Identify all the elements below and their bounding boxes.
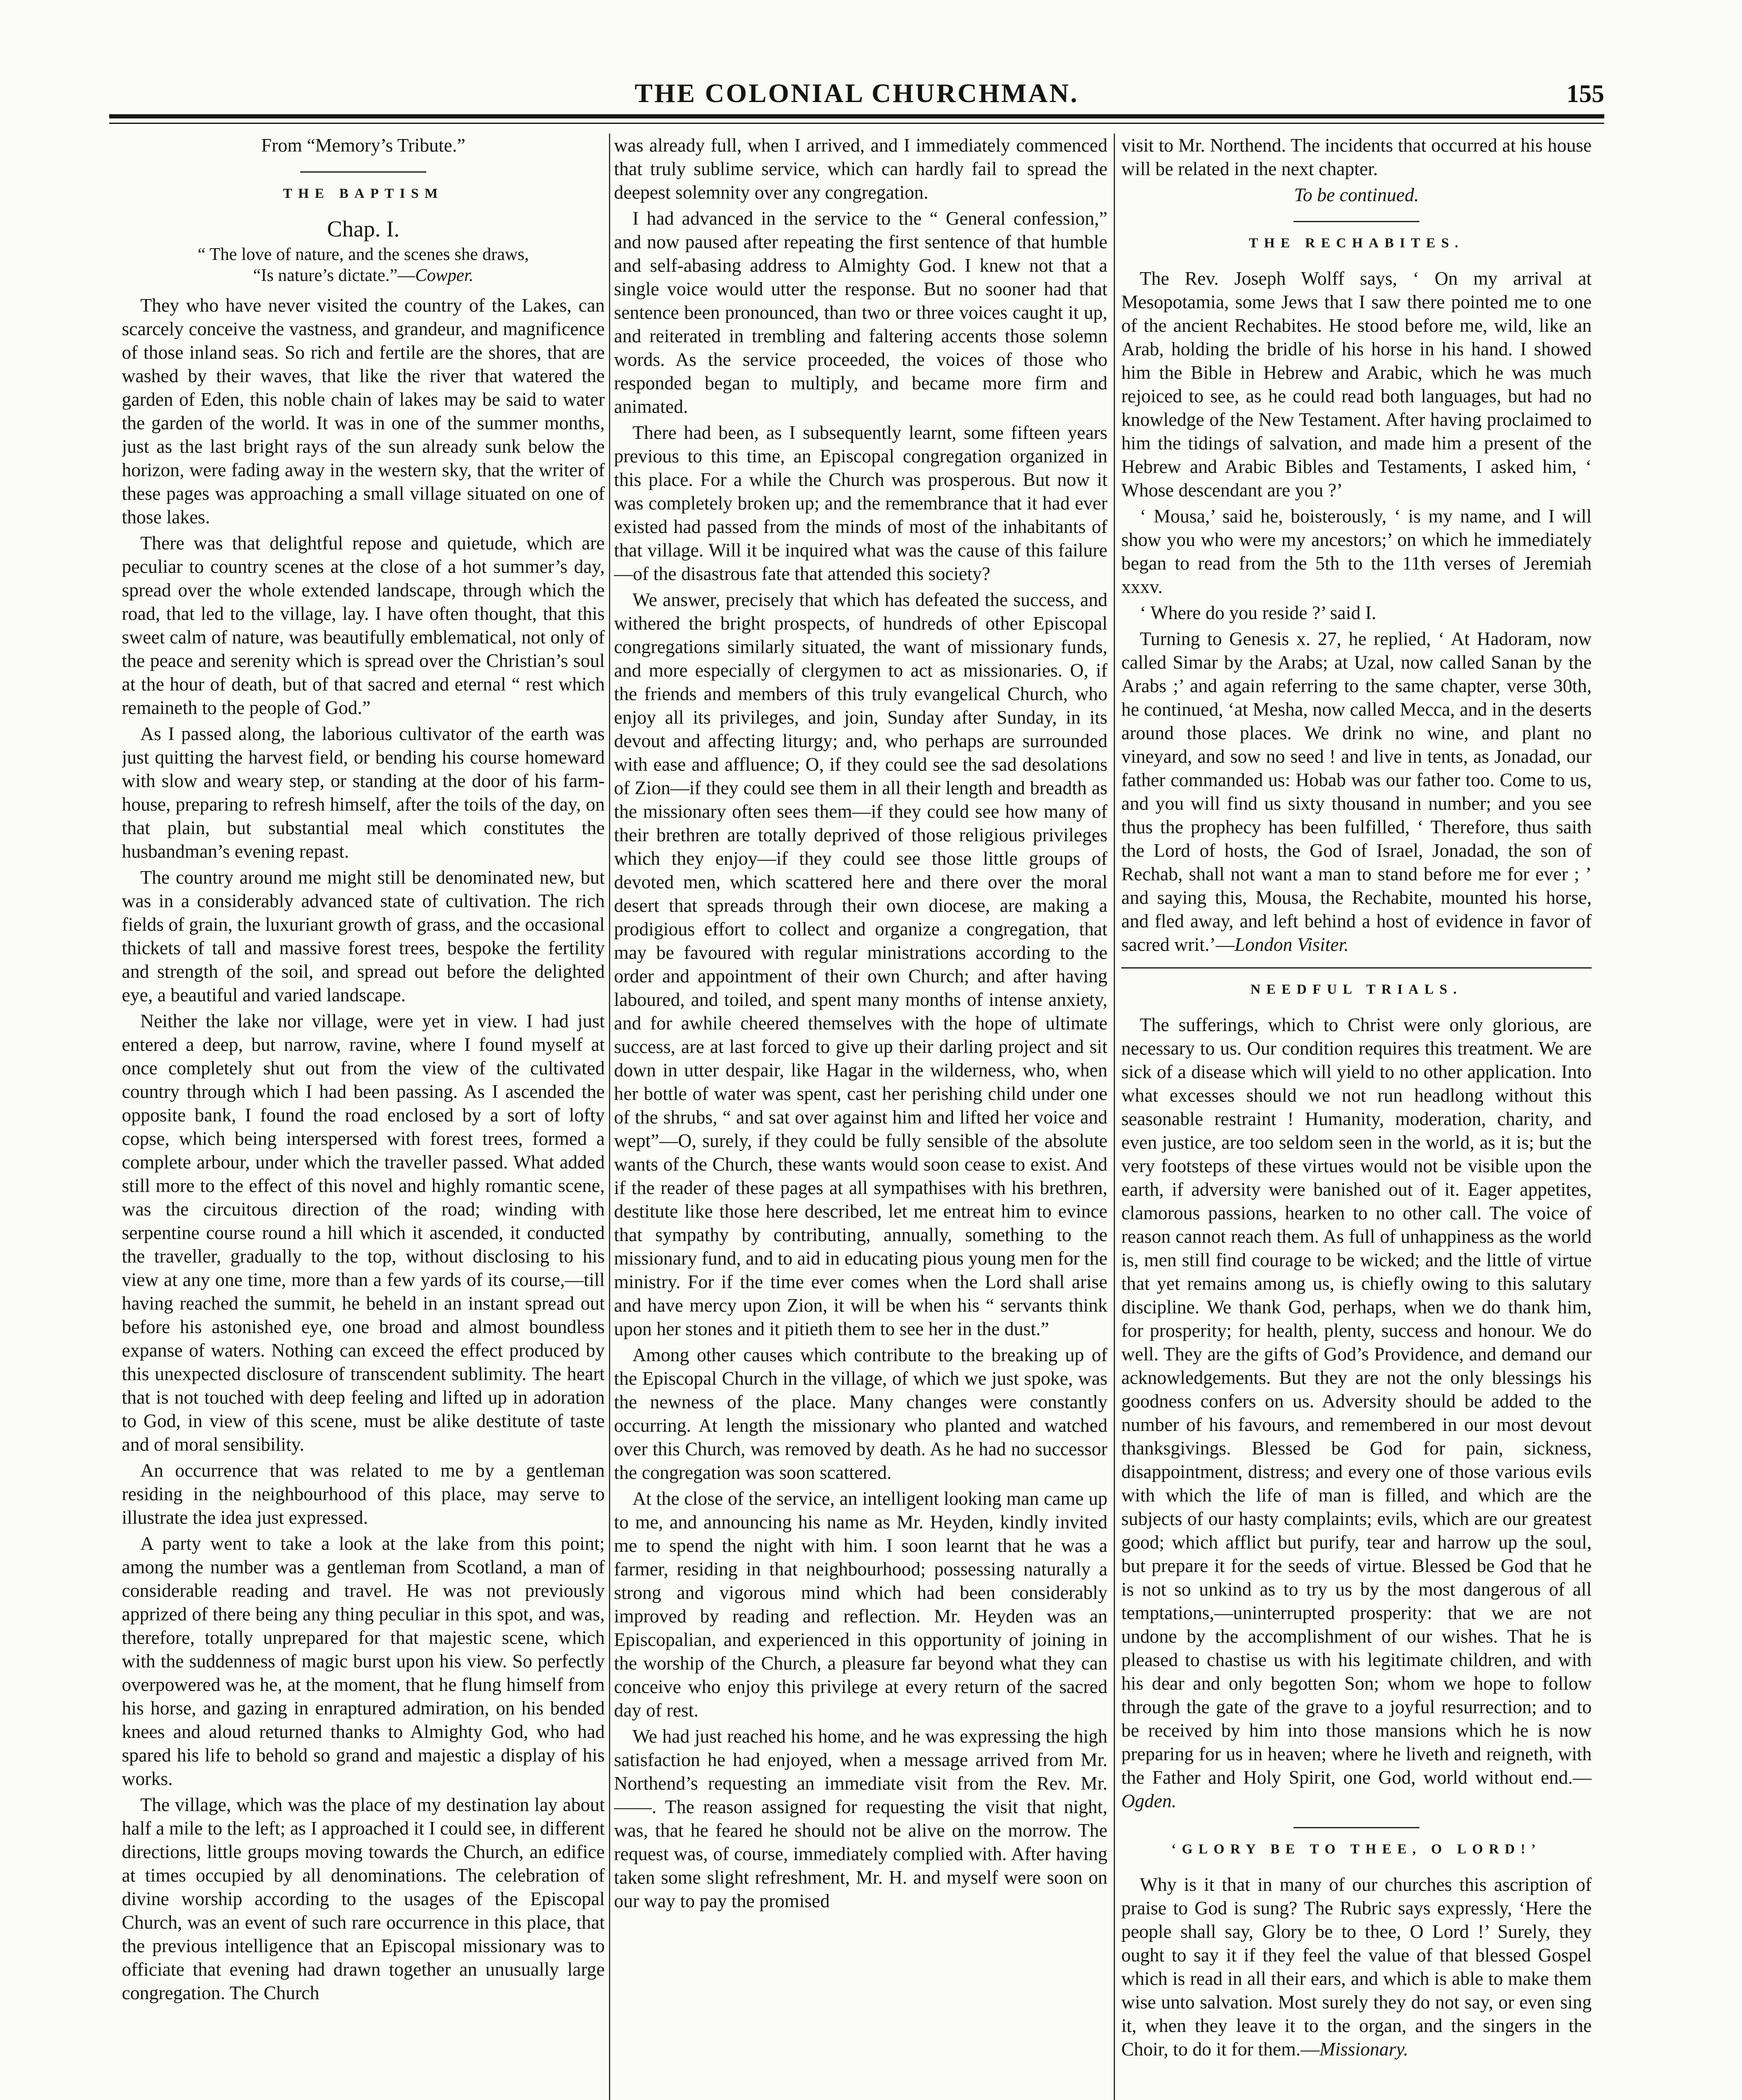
column-3 xyxy=(1121,134,1592,2100)
paragraph: The village, which was the place of my destination lay about half a mile to the left; as I approached it I could see, in different directions, little groups moving towards the Church, an edifice at times occupied by all denominations. The celebration of divine worship according to the usages of the Episcopal Church, was an event of such rare occurrence in this place, that the previous intelligence that an Episcopal missionary was to officiate that evening had drawn together an unusually large congregation. The Church xyxy=(122,1794,605,2003)
paragraph: There was that delightful repose and quietude, which are peculiar to country scenes at the close of a hot summer’s day, spread over the whole extended landscape, through which the road, that led to the village, lay. I have often thought, that this sweet calm of nature, was beautifully emblematical, not only of the peace and serenity which is spread over the Christian’s soul at the hour of death, but of that sacred and eternal “ rest which remaineth to the people of God.” xyxy=(122,533,605,718)
paragraph-text: Why is it that in many of our churches this ascription of praise to God is sung? The Rubric says expressly, ‘Here the people shall say, Glory be to thee, O Lord !’ Surely, they ought to say it if they feel the value of that blessed Gospel which is read in all their ears, and which is able to make them wise unto salvation. Most surely they do not say, or even sing it, when they leave it to the organ, and the singers in the Choir, to do it for them.— xyxy=(1121,1874,1592,2060)
chapter-heading: Chap. I. xyxy=(327,216,400,242)
article-heading-baptism: THE BAPTISM xyxy=(283,186,444,201)
paragraph: Neither the lake nor village, were yet in view. I had just entered a deep, but narrow, ravine, where I found myself at once completely shut out from the view of the cultivated country through which I had been passing. As I ascended the opposite bank, I found the road enclosed by a sort of lofty copse, which being interspersed with forest trees, formed a complete arbour, under which the traveller passed. What added still more to the effect of this novel and highly romantic scene, was the circuitous direction of the road; winding with serpentine course round a hill which it ascended, it conducted the traveller, gradually to the top, without disclosing to his view at any one time, more than a few yards of its course,—till having reached the summit, he beheld in an instant spread out before his astonished eye, one broad and almost boundless expanse of waters. Nothing can exceed the effect produced by this unexpected disclosure of transcendent sublimity. The heart that is not touched with deep feeling and lifted up in adoration to God, in view of this scene, must be alike destitute of taste and of moral sensibility. xyxy=(122,1011,605,1455)
paragraph xyxy=(1121,1013,1592,1813)
epigraph-line-1: “ The love of nature, and the scenes she draws, xyxy=(197,245,529,264)
epigraph-author: Cowper. xyxy=(415,266,474,285)
paragraph: The country around me might still be denominated new, but was in a considerably advanced state of cultivation. The rich fields of grain, the luxuriant growth of grass, and the occasional thickets of tall and massive forest trees, bespoke the fertility and strength of the soil, and spread out before the delighted eye, a beautiful and varied landscape. xyxy=(122,867,605,1005)
article-heading-rechabites: THE RECHABITES. xyxy=(1249,236,1464,251)
paragraph: We had just reached his home, and he was expressing the high satisfaction he had enjoyed, when a message arrived from Mr. Northend’s requesting an immediate visit from the Rev. Mr.——. The reason assigned for requesting the visit that night, was, that he feared he should not be alive on the morrow. The request was, of course, immediately complied with. After having taken some slight refreshment, Mr. H. and myself were soon on our way to pay the promised xyxy=(614,1726,1107,1911)
paragraph: A party went to take a look at the lake from this point; among the number was a gentleman from Scotland, a man of considerable reading and travel. He was not previously apprized of there being any thing peculiar in this spot, and was, therefore, totally unprepared for that majestic scene, which with the suddenness of magic burst upon his view. So perfectly overpowered was he, at the moment, that he flung himself from his horse, and gazing in enraptured admiration, on his bended knees and aloud returned thanks to Almighty God, who had spared his life to behold so grand and majestic a display of his works. xyxy=(122,1533,605,1789)
column-rule-2 xyxy=(1114,134,1115,2100)
paragraph: I had advanced in the service to the “ General confession,” and now paused after repeating the first sentence of that humble and self-abasing address to Almighty God. I knew not that a single voice would utter the response. But no sooner had that sentence been pronounced, than two or three voices caught it up, and reiterated in trembling and faltering accents those solemn words. As the service proceeded, the voices of those who responded began to multiply, and became more firm and animated. xyxy=(614,208,1107,417)
paragraph: An occurrence that was related to me by a gentleman residing in the neighbourhood of this place, may serve to illustrate the idea just expressed. xyxy=(122,1460,605,1528)
masthead xyxy=(109,78,1604,120)
paragraph: The Rev. Joseph Wolff says, ‘ On my arrival at Mesopotamia, some Jews that I saw there pointed me to one of the ancient Rechabites. He stood before me, wild, like an Arab, holding the bridle of his horse in his hand. I showed him the Bible in Hebrew and Arabic, which he was much rejoiced to see, as he could read both languages, but had no knowledge of the New Testament. After having proclaimed to him the tidings of salvation, and made him a present of the Hebrew and Arabic Bibles and Testaments, I asked him, ‘ Whose descendant are you ?’ xyxy=(1121,268,1592,501)
paragraph xyxy=(1121,1873,1592,2061)
paragraph-text: Turning to Genesis x. 27, he replied, ‘ At Hadoram, now called Simar by the Arabs; at Uzal, now called Sanan by the Arabs ;’ and again referring to the same chapter, verse 30th, he continued, ‘at Mesha, now called Mecca, and in the deserts around those places. We drink no wine, and plant no vineyard, and sow no seed ! and live in tents, as Jonadad, our father commanded us: Hobab was our father too. Come to us, and you will find us sixty thousand in number; and you see thus the prophecy has been fulfilled, ‘ Therefore, thus saith the Lord of hosts, the God of Israel, Jonadad, the son of Rechab, shall not want a man to stand before me for ever ; ’ and saying this, Mousa, the Rechabite, mounted his horse, and fled away, and left behind a host of evidence in favor of sacred writ.’— xyxy=(1121,628,1592,955)
paragraph-text: The sufferings, which to Christ were only glorious, are necessary to us. Our condition requires this treatment. We are sick of a disease which will yield to no other application. Into what excesses should we not run headlong without this seasonable restraint ! Humanity, moderation, charity, and even justice, are too seldom seen in the world, as it is; but the very footsteps of these virtues would not be visible upon the earth, if adversity were banished out of it. Eager appetites, clamorous passions, hearken to no other call. The voice of reason cannot reach them. As full of unhappiness as the world is, men still find courage to be wicked; and the little of virtue that yet remains among us, is chiefly owing to this salutary discipline. We thank God, perhaps, when we do thank him, for prosperity; for health, plenty, success and honour. We do well. They are the gifts of God’s Providence, and demand our acknowledgements. But they are not the only blessings his goodness confers on us. Adversity should be added to the number of his favours, and remembered in our most devout thanksgivings. Blessed be God for pain, sickness, disappointment, distress; and every one of those various evils with which the life of man is filled, and which are the subjects of our hasty complaints; evils, which are our greatest good; which afflict but purify, tear and harrow up the soul, but prepare it for the seeds of virtue. Blessed be God that he is not so unkind as to try us by the most dangerous of all temptations,—uninterrupted prosperity: that we are not undone by the accomplishment of our wishes. That he is pleased to chastise us with his legitimate children, and with his dear and only begotten Son; whom we hope to follow through the gate of the grave to a joyful resurrection; and to be received by him into those mansions which he is now preparing for us in heaven; where he liveth and reigneth, with the Father and Holy Spirit, one God, world without end.— xyxy=(1121,1014,1592,1788)
attribution-ogden: Ogden. xyxy=(1121,1790,1177,1811)
attribution-missionary: Missionary. xyxy=(1319,2039,1409,2060)
paragraph: As I passed along, the laborious cultivator of the earth was just quitting the harvest field, or bending his course homeward with slow and weary step, or standing at the door of his farm-house, preparing to refresh himself, after the toils of the day, on that plain, but substantial meal which constitutes the husbandman’s evening repast. xyxy=(122,723,605,862)
separator-rule xyxy=(1293,1827,1419,1828)
paragraph: At the close of the service, an intelligent looking man came up to me, and announcing his name as Mr. Heyden, kindly invited me to spend the night with him. I soon learnt that he was a farmer, residing in that neighbourhood; possessing naturally a strong and vigorous mind which had been considerably improved by reading and reflection. Mr. Heyden was an Episcopalian, and experienced in this opportunity of joining in the worship of the Church, a pleasure far beyond what they can conceive who enjoy this privilege at every return of the sacred day of rest. xyxy=(614,1488,1107,1721)
separator-rule xyxy=(300,171,426,173)
separator-rule xyxy=(1293,221,1419,222)
separator-rule xyxy=(1121,967,1592,969)
paragraph: was already full, when I arrived, and I immediately commenced that truly sublime service, which can hardly fail to spread the deepest solemnity over any congregation. xyxy=(614,135,1107,203)
article-source: From “Memory’s Tribute.” xyxy=(261,135,466,156)
paragraph: There had been, as I subsequently learnt, some fifteen years previous to this time, an Episcopal congregation organized in this place. For a while the Church was prosperous. But now it was completely broken up; and the remembrance that it had ever existed had passed from the minds of most of the inhabitants of that village. Will it be inquired what was the cause of this failure—of the disastrous fate that attended this society? xyxy=(614,422,1107,584)
article-heading-glory: ‘GLORY BE TO THEE, O LORD!’ xyxy=(1171,1842,1542,1857)
attribution-london-visiter: London Visiter. xyxy=(1234,934,1349,955)
epigraph-line-2: “Is nature’s dictate.”— xyxy=(253,266,415,285)
running-title: THE COLONIAL CHURCHMAN. xyxy=(635,78,1079,108)
column-2 xyxy=(614,134,1107,2100)
header-rule-thick xyxy=(109,114,1604,118)
paragraph xyxy=(1121,627,1592,956)
paragraph: visit to Mr. Northend. The incidents that occurred at his house will be related in the next chapter. xyxy=(1121,135,1592,179)
paragraph: They who have never visited the country of the Lakes, can scarcely conceive the vastness, and grandeur, and magnificence of those inland seas. So rich and fertile are the shores, that are washed by their waves, that like the river that watered the garden of Eden, this noble chain of lakes may be said to water the garden of the world. It was in one of the summer months, just as the last bright rays of the sun already sunk below the horizon, were fading away in the western sky, that the writer of these pages was approaching a small village situated on one of those lakes. xyxy=(122,295,605,528)
column-1 xyxy=(122,134,605,2100)
paragraph: ‘ Where do you reside ?’ said I. xyxy=(1140,602,1377,623)
to-be-continued: To be continued. xyxy=(1294,184,1419,205)
epigraph xyxy=(122,244,605,286)
paragraph: ‘ Mousa,’ said he, boisterously, ‘ is my name, and I will show you who were my ancestors;’ on which he immediately began to read from the 5th to the 11th verses of Jeremiah xxxv. xyxy=(1121,506,1592,597)
article-heading-needful-trials: NEEDFUL TRIALS. xyxy=(1250,982,1463,997)
column-rule-1 xyxy=(609,134,610,2100)
page-number: 155 xyxy=(1566,80,1604,108)
header-rule-thin xyxy=(109,123,1604,124)
paragraph: We answer, precisely that which has defeated the success, and withered the bright prospects, of hundreds of other Episcopal congregations similarly situated, the want of missionary funds, and more especially of clergymen to act as missionaries. O, if the friends and members of this truly evangelical Church, who enjoy all its privileges, and join, Sunday after Sunday, in its devout and affecting liturgy; and, who perhaps are surrounded with ease and affluence; O, if they could see the sad desolations of Zion—if they could see them in all their length and breadth as the missionary often sees them—if they could see how many of their brethren are totally deprived of those religious privileges which they enjoy—if they could see those little groups of devoted men, which scattered here and there over the moral desert that spreads through their own diocese, are making a prodigious effort to collect and organize a congregation, that may be favoured with regular ministrations according to the order and appointment of their own Church; and after having laboured, and toiled, and spent many months of intense anxiety, and for awhile cheered themselves with the hope of ultimate success, are at last forced to give up their darling project and sit down in utter despair, like Hagar in the wilderness, who, when her bottle of water was spent, cast her perishing child under one of the shrubs, “ and sat over against him and lifted her voice and wept”—O, surely, if they could be fully sensible of the absolute wants of the Church, these wants would soon cease to exist. And if the reader of these pages at all sympathises with his brethren, destitute like those here described, let me entreat him to evince that sympathy by contributing, annually, something to the missionary fund, and to aid in educating pious young men for the ministry. For if the time ever comes when the Lord shall arise and have mercy upon Zion, it will be when his “ servants think upon her stones and it pitieth them to see her in the dust.” xyxy=(614,589,1107,1339)
paragraph: Among other causes which contribute to the breaking up of the Episcopal Church in the village, of which we just spoke, was the newness of the place. Many changes were constantly occurring. At length the missionary who planted and watched over this Church, was removed by death. As he had no successor the congregation was soon scattered. xyxy=(614,1344,1107,1483)
